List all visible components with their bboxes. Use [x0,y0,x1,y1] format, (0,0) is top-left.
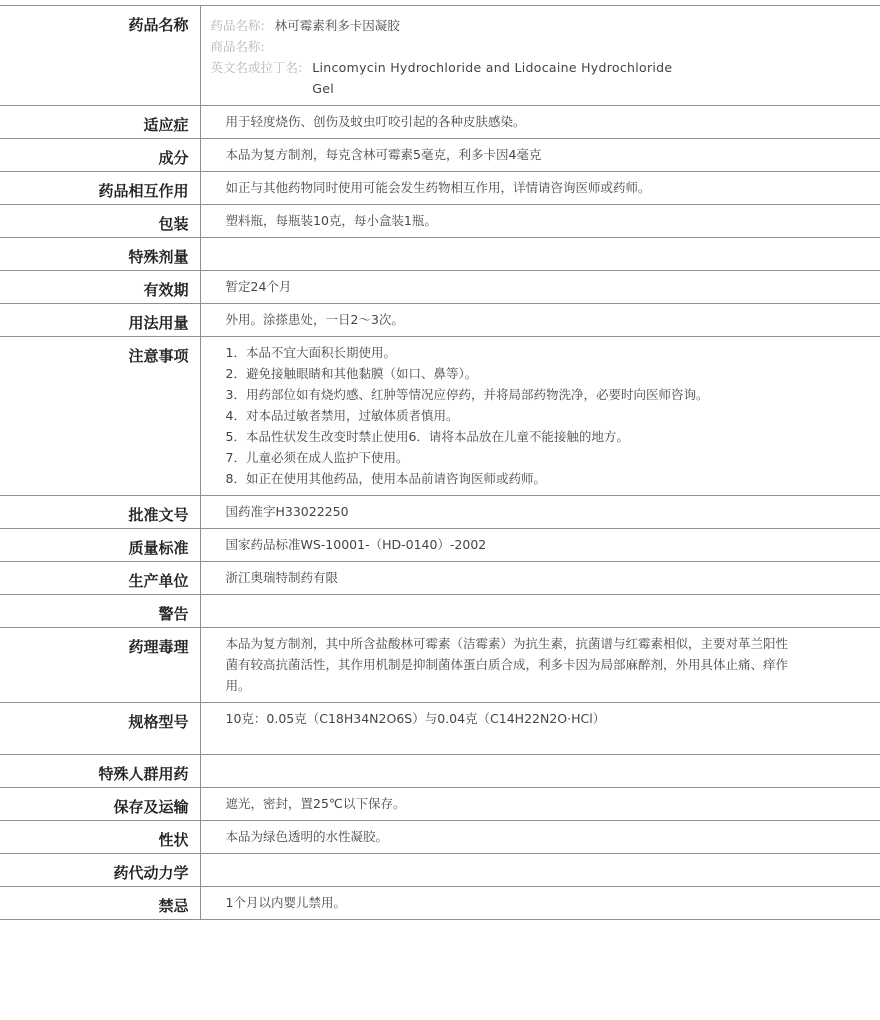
label-ingredients: 成分 [0,139,200,172]
row-pharmacology [0,628,880,703]
label-warning: 警告 [0,595,200,628]
value-package: 塑料瓶，每瓶装10克，每小盒装1瓶。 [200,205,880,238]
value-pharmacokinetics [200,854,880,887]
label-specification: 规格型号 [0,703,200,755]
precaution-item: 2．避免接触眼睛和其他黏膜（如口、鼻等）。 [225,366,478,381]
row-interactions [0,172,880,205]
row-indication [0,106,880,139]
value-usage: 外用。涂搽患处，一日2～3次。 [200,304,880,337]
row-special-dosage [0,238,880,271]
drug-info-table [0,5,880,920]
row-validity [0,271,880,304]
label-manufacturer: 生产单位 [0,562,200,595]
precaution-item: 5．本品性状发生改变时禁止使用6．请将本品放在儿童不能接触的地方。 [225,429,629,444]
label-standard: 质量标准 [0,529,200,562]
trade-name-line [211,36,861,57]
label-pharmacology: 药理毒理 [0,628,200,703]
row-precautions [0,337,880,496]
english-name-value: Lincomycin Hydrochloride and Lidocaine Hydrochloride Gel [312,60,673,96]
row-special-population [0,755,880,788]
label-appearance: 性状 [0,821,200,854]
value-indication: 用于轻度烧伤、创伤及蚊虫叮咬引起的各种皮肤感染。 [200,106,880,139]
value-pharmacology: 本品为复方制剂，其中所含盐酸林可霉素（洁霉素）为抗生素，抗菌谱与红霉素相似，主要对革兰阳性菌有较高抗菌活性，其作用机制是抑制菌体蛋白质合成，利多卡因为局部麻醉剂，外用具体止痛、痒作用。 [200,628,880,703]
label-package: 包装 [0,205,200,238]
row-appearance [0,821,880,854]
row-usage [0,304,880,337]
value-appearance: 本品为绿色透明的水性凝胶。 [200,821,880,854]
value-approval: 国药准字H33022250 [200,496,880,529]
row-specification [0,703,880,755]
label-storage: 保存及运输 [0,788,200,821]
label-special-dosage: 特殊剂量 [0,238,200,271]
english-name-key: 英文名或拉丁名: [210,60,303,75]
value-precautions [200,337,880,496]
generic-name-key: 药品名称: [210,18,265,33]
label-interactions: 药品相互作用 [0,172,200,205]
row-warning [0,595,880,628]
value-warning [200,595,880,628]
value-contraindications: 1个月以内婴儿禁用。 [200,887,880,920]
label-special-population: 特殊人群用药 [0,755,200,788]
row-manufacturer [0,562,880,595]
value-special-population [200,755,880,788]
label-contraindications: 禁忌 [0,887,200,920]
label-drug-name: 药品名称 [0,6,200,106]
value-interactions: 如正与其他药物同时使用可能会发生药物相互作用，详情请咨询医师或药师。 [200,172,880,205]
row-approval [0,496,880,529]
row-package [0,205,880,238]
label-validity: 有效期 [0,271,200,304]
generic-name-value: 林可霉素利多卡因凝胶 [274,18,400,33]
value-standard: 国家药品标准WS-10001-（HD-0140）-2002 [200,529,880,562]
row-pharmacokinetics [0,854,880,887]
row-standard [0,529,880,562]
generic-name-line [211,15,861,36]
value-ingredients: 本品为复方制剂，每克含林可霉素5毫克，利多卡因4毫克 [200,139,880,172]
value-special-dosage [200,238,880,271]
precaution-item: 4．对本品过敏者禁用，过敏体质者慎用。 [225,408,459,423]
value-manufacturer: 浙江奥瑞特制药有限 [200,562,880,595]
label-precautions: 注意事项 [0,337,200,496]
precaution-item: 7．儿童必须在成人监护下使用。 [225,450,409,465]
row-contraindications [0,887,880,920]
value-validity: 暂定24个月 [200,271,880,304]
precaution-item: 1．本品不宜大面积长期使用。 [225,345,396,360]
value-specification: 10克：0.05克（C18H34N2O6S）与0.04克（C14H22N2O·HCl） [200,703,880,755]
trade-name-key: 商品名称: [210,39,265,54]
precaution-item: 8．如正在使用其他药品，使用本品前请咨询医师或药师。 [225,471,546,486]
row-drug-name [0,6,880,106]
label-indication: 适应症 [0,106,200,139]
label-pharmacokinetics: 药代动力学 [0,854,200,887]
label-approval: 批准文号 [0,496,200,529]
value-drug-name [200,6,880,106]
row-ingredients [0,139,880,172]
english-name-line [211,57,861,99]
label-usage: 用法用量 [0,304,200,337]
row-storage [0,788,880,821]
precaution-item: 3．用药部位如有烧灼感、红肿等情况应停药，并将局部药物洗净，必要时向医师咨询。 [225,387,709,402]
value-storage: 遮光，密封，置25℃以下保存。 [200,788,880,821]
